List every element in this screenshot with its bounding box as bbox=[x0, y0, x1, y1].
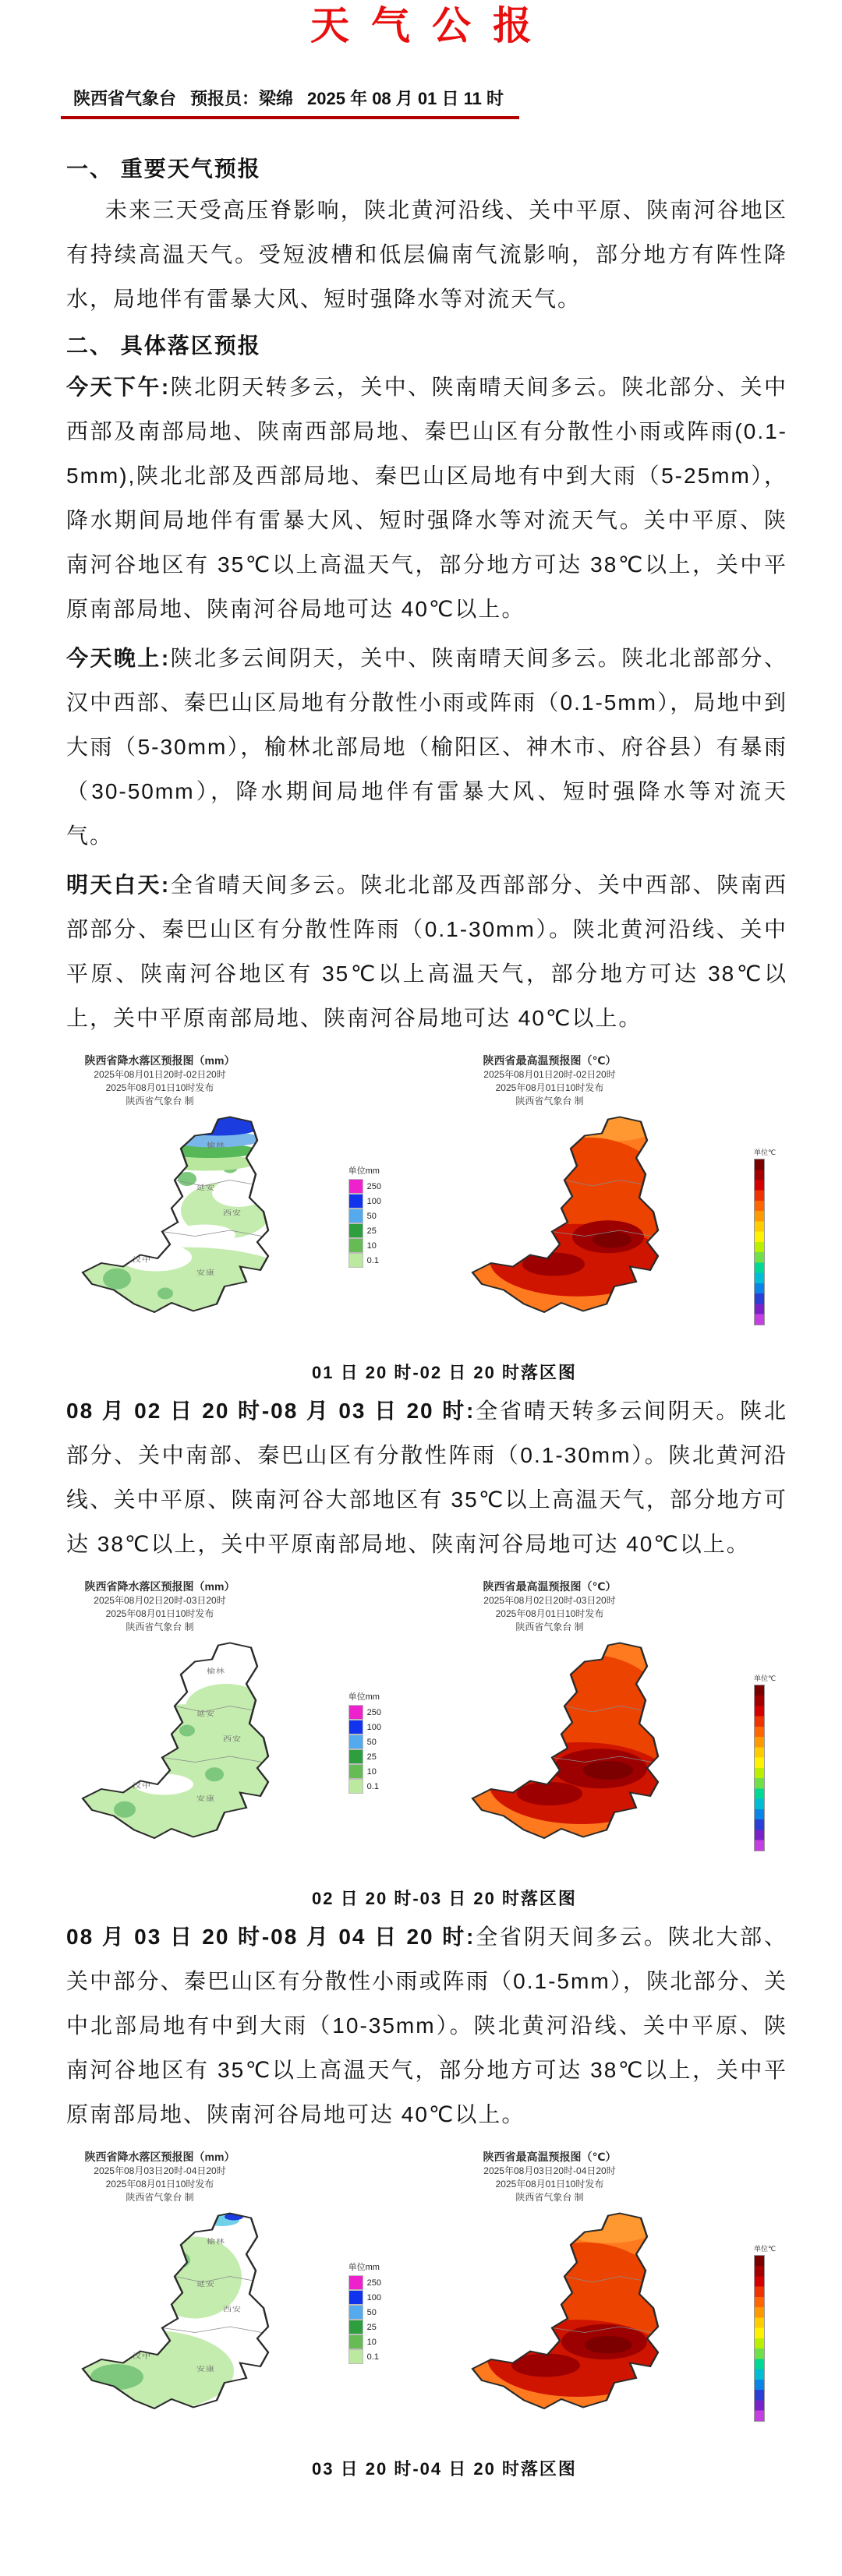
legend-row bbox=[348, 1705, 381, 1720]
legend-row bbox=[348, 2275, 381, 2290]
legend-swatch-10 bbox=[348, 1764, 363, 1779]
map-title: 陕西省降水落区预报图（mm） bbox=[84, 1054, 235, 1067]
dry-area bbox=[173, 1225, 235, 1246]
legend-value: 0.1 bbox=[366, 1781, 379, 1791]
temperature-map-row2 bbox=[460, 1637, 694, 1871]
temp-area-extreme bbox=[522, 1253, 585, 1276]
city-label: 西安 bbox=[223, 1209, 242, 1218]
legend-row bbox=[348, 1179, 381, 1194]
legend-value: 50 bbox=[366, 1211, 377, 1221]
temperature-map-row3 bbox=[460, 2207, 694, 2441]
forecaster-name: 预报员：梁绵 bbox=[190, 89, 294, 108]
legend-unit-label: 单位℃ bbox=[754, 1149, 777, 1156]
paragraph-lead: 08 月 02 日 20 时-08 月 03 日 20 时: bbox=[66, 1399, 476, 1423]
precipitation-map-row3 bbox=[70, 2207, 304, 2441]
map-issued: 2025年08月01日10时发布 bbox=[495, 1082, 604, 1093]
legend-row bbox=[348, 1194, 381, 1209]
legend-row bbox=[348, 1779, 381, 1794]
section2-title: 二、 具体落区预报 bbox=[66, 333, 261, 358]
map-title: 陕西省最高温预报图（℃） bbox=[483, 1054, 617, 1067]
legend-swatch-0.1 bbox=[348, 1253, 363, 1268]
legend-value: 100 bbox=[366, 1196, 381, 1206]
city-label: 西安 bbox=[223, 2306, 242, 2314]
paragraph-text: 全省阴天间多云。陕北大部、关中部分、秦巴山区有分散性小雨或阵雨（0.1-5mm），陕北部分、关中北部局地有中到大雨（10-35mm）。陕北黄河沿线、关中平原、陕南河谷地区有 35℃以上高温天气，部分地方可达 38℃以上，关中平原南部局地、陕南河谷局地可达 40℃以上。 bbox=[66, 1925, 787, 2126]
city-label: 西安 bbox=[223, 1735, 242, 1744]
map-period: 2025年08月03日20时-04日20时 bbox=[483, 2165, 616, 2176]
precipitation-map-row2 bbox=[70, 1637, 304, 1871]
map-row-1 bbox=[0, 1053, 842, 1351]
map-issued: 2025年08月01日10时发布 bbox=[495, 1608, 604, 1619]
map-issued: 2025年08月01日10时发布 bbox=[105, 1082, 214, 1093]
temp-area-extreme bbox=[517, 1782, 582, 1805]
legend-swatch-250 bbox=[348, 2275, 363, 2290]
temp-colorbar bbox=[754, 2255, 765, 2422]
paragraph-day2 bbox=[66, 1389, 787, 1566]
legend-row bbox=[348, 1734, 381, 1749]
rain-area-moderate bbox=[157, 1288, 173, 1300]
legend-value: 25 bbox=[366, 2322, 377, 2332]
rain-area-moderate bbox=[179, 1725, 195, 1737]
legend-row bbox=[348, 2290, 381, 2305]
precip-map-cell-row1 bbox=[43, 1053, 402, 1351]
rain-area-moderate bbox=[205, 1767, 224, 1781]
precipitation-map-row1 bbox=[70, 1111, 304, 1345]
map-row-2 bbox=[0, 1579, 842, 1877]
city-label: 榆林 bbox=[207, 1667, 226, 1676]
legend-swatch-10 bbox=[348, 2334, 363, 2349]
map-canvas bbox=[43, 1110, 402, 1351]
map-title: 陕西省降水落区预报图（mm） bbox=[84, 2151, 235, 2163]
map-header bbox=[43, 2149, 277, 2204]
legend-swatch-250 bbox=[348, 1705, 363, 1720]
map-maker: 陕西省气象台 制 bbox=[126, 1621, 194, 1632]
map-canvas bbox=[433, 2206, 791, 2447]
legend-row bbox=[348, 1720, 381, 1734]
paragraph-text: 全省晴天间多云。陕北北部及西部部分、关中西部、陕南西部部分、秦巴山区有分散性阵雨（0.1-30mm）。陕北黄河沿线、关中平原、陕南河谷地区有 35℃以上高温天气，部分地方可达 38℃以上，关中平原南部局地、陕南河谷局地可达 40℃以上。 bbox=[66, 873, 787, 1030]
paragraph-lead: 今天晚上: bbox=[66, 646, 171, 670]
temp-area-core bbox=[585, 2336, 632, 2354]
legend-row bbox=[348, 1238, 381, 1253]
map-header bbox=[433, 2149, 667, 2204]
map-caption-row3: 03 日 20 时-04 日 20 时落区图 bbox=[312, 2459, 577, 2479]
city-label: 延安 bbox=[196, 1710, 216, 1718]
legend-unit-label: 单位mm bbox=[348, 2263, 380, 2272]
map-maker: 陕西省气象台 制 bbox=[515, 1621, 584, 1632]
city-label: 安康 bbox=[196, 1269, 216, 1277]
legend-value: 100 bbox=[366, 1722, 381, 1732]
legend-swatch-25 bbox=[348, 1223, 363, 1238]
map-maker: 陕西省气象台 制 bbox=[126, 2192, 194, 2203]
precip-map-cell-row3 bbox=[43, 2149, 402, 2447]
legend-swatch-100 bbox=[348, 1720, 363, 1734]
temp-colorbar bbox=[754, 1159, 765, 1325]
paragraph-text: 全省晴天转多云间阴天。陕北部分、关中南部、秦巴山区有分散性阵雨（0.1-30mm）。陕北黄河沿线、关中平原、陕南河谷大部地区有 35℃以上高温天气，部分地方可达 38℃以上，关中平原南部局地、陕南河谷局地可达 40℃以上。 bbox=[66, 1399, 787, 1556]
document-subheader bbox=[61, 89, 519, 119]
legend-row bbox=[348, 1223, 381, 1238]
paragraph-text: 陕北阴天转多云，关中、陕南晴天间多云。陕北部分、关中西部及南部局地、陕南西部局地、秦巴山区有分散性小雨或阵雨(0.1-5mm),陕北北部及西部局地、秦巴山区局地有中到大雨（5-25mm），降水期间局地伴有雷暴大风、短时强降水等对流天气。关中平原、陕南河谷地区有 35℃以上高温天气，部分地方可达 38℃以上，关中平原南部局地、陕南河谷局地可达 40℃以上。 bbox=[66, 375, 787, 621]
map-header bbox=[433, 1579, 667, 1634]
legend-row bbox=[348, 2334, 381, 2349]
legend-value: 100 bbox=[366, 2292, 381, 2303]
paragraph-lead: 明天白天: bbox=[66, 873, 171, 897]
legend-unit-label: 单位mm bbox=[348, 1692, 380, 1702]
map-title: 陕西省最高温预报图（℃） bbox=[483, 2151, 617, 2163]
city-label: 延安 bbox=[196, 2281, 216, 2288]
page-title: 天气公报 bbox=[310, 4, 554, 48]
legend-value: 10 bbox=[366, 1766, 377, 1777]
legend-swatch-0.1 bbox=[348, 2349, 363, 2364]
city-label: 安康 bbox=[196, 1795, 216, 1803]
legend-swatch-100 bbox=[348, 1194, 363, 1209]
legend-swatch-0.1 bbox=[348, 1779, 363, 1794]
legend-unit-label: 单位mm bbox=[348, 1166, 380, 1176]
legend-swatch-25 bbox=[348, 2320, 363, 2334]
legend-swatch-25 bbox=[348, 1749, 363, 1764]
legend-swatch-50 bbox=[348, 1209, 363, 1223]
precip-legend bbox=[348, 2260, 381, 2364]
legend-value: 250 bbox=[366, 2278, 381, 2288]
paragraph-text: 陕北多云间阴天，关中、陕南晴天间多云。陕北北部部分、汉中西部、秦巴山区局地有分散性小雨或阵雨（0.1-5mm），局地中到大雨（5-30mm），榆林北部局地（榆阳区、神木市、府谷县）有暴雨（30-50mm），降水期间局地伴有雷暴大风、短时强降水等对流天气。 bbox=[66, 646, 787, 848]
legend-unit-label: 单位℃ bbox=[754, 1674, 777, 1682]
city-label: 汉中 bbox=[133, 2352, 152, 2361]
map-title: 陕西省降水落区预报图（mm） bbox=[84, 1580, 235, 1593]
legend-value: 50 bbox=[366, 2307, 377, 2317]
section1-paragraph: 未来三天受高压脊影响，陕北黄河沿线、关中平原、陕南河谷地区有持续高温天气。受短波槽和低层偏南气流影响，部分地方有阵性降水，局地伴有雷暴大风、短时强降水等对流天气。 bbox=[66, 198, 787, 311]
map-issued: 2025年08月01日10时发布 bbox=[105, 2179, 214, 2190]
legend-row bbox=[348, 1209, 381, 1223]
map-period: 2025年08月03日20时-04日20时 bbox=[94, 2165, 226, 2176]
temp-colorbar bbox=[754, 1685, 765, 1851]
legend-swatch-50 bbox=[348, 1734, 363, 1749]
precip-legend bbox=[348, 1164, 381, 1268]
legend-unit-label: 单位℃ bbox=[754, 2245, 777, 2253]
legend-value: 0.1 bbox=[366, 2352, 379, 2362]
map-title: 陕西省最高温预报图（℃） bbox=[483, 1580, 617, 1593]
rain-area-moderate bbox=[114, 1801, 136, 1818]
legend-value: 25 bbox=[366, 1226, 377, 1236]
legend-row bbox=[348, 2320, 381, 2334]
temp-map-cell-row2 bbox=[433, 1579, 791, 1877]
legend-row bbox=[348, 1749, 381, 1764]
map-header bbox=[43, 1053, 277, 1108]
temp-legend bbox=[754, 2243, 785, 2422]
paragraph-today-afternoon bbox=[66, 365, 787, 631]
weather-bulletin-document bbox=[0, 3, 842, 2576]
map-canvas bbox=[43, 2206, 402, 2447]
map-issued: 2025年08月01日10时发布 bbox=[105, 1608, 214, 1619]
legend-swatch-50 bbox=[348, 2305, 363, 2320]
map-header bbox=[433, 1053, 667, 1108]
city-label: 榆林 bbox=[207, 2238, 226, 2246]
temperature-map-row1 bbox=[460, 1111, 694, 1345]
map-canvas bbox=[433, 1110, 791, 1351]
legend-row bbox=[348, 1253, 381, 1268]
map-maker: 陕西省气象台 制 bbox=[515, 2192, 584, 2203]
temp-legend bbox=[754, 1673, 785, 1851]
temp-legend bbox=[754, 1147, 785, 1325]
temp-map-cell-row3 bbox=[433, 2149, 791, 2447]
legend-value: 250 bbox=[366, 1181, 381, 1191]
paragraph-day3 bbox=[66, 1914, 787, 2137]
legend-value: 50 bbox=[366, 1737, 377, 1747]
legend-row bbox=[348, 1764, 381, 1779]
map-canvas bbox=[433, 1636, 791, 1877]
city-label: 汉中 bbox=[133, 1256, 152, 1265]
legend-value: 10 bbox=[366, 1240, 377, 1251]
paragraph-lead: 08 月 03 日 20 时-08 月 04 日 20 时: bbox=[66, 1925, 476, 1949]
city-label: 延安 bbox=[196, 1184, 216, 1192]
legend-value: 25 bbox=[366, 1752, 377, 1762]
dry-area bbox=[120, 1244, 192, 1272]
legend-value: 0.1 bbox=[366, 1255, 379, 1265]
map-maker: 陕西省气象台 制 bbox=[515, 1096, 584, 1106]
rain-area-moderate bbox=[90, 2364, 143, 2390]
legend-value: 250 bbox=[366, 1707, 381, 1717]
city-label: 安康 bbox=[196, 2366, 216, 2373]
legend-row bbox=[348, 2305, 381, 2320]
legend-row bbox=[348, 2349, 381, 2364]
legend-value: 10 bbox=[366, 2337, 377, 2347]
temp-area-core bbox=[583, 1761, 633, 1780]
map-header bbox=[43, 1579, 277, 1634]
map-canvas bbox=[43, 1636, 402, 1877]
map-period: 2025年08月02日20时-03日20时 bbox=[483, 1595, 616, 1606]
precip-map-cell-row2 bbox=[43, 1579, 402, 1877]
map-maker: 陕西省气象台 制 bbox=[126, 1096, 194, 1106]
issue-datetime: 2025 年 08 月 01 日 11 时 bbox=[307, 89, 504, 108]
map-caption-row1: 01 日 20 时-02 日 20 时落区图 bbox=[312, 1363, 577, 1382]
map-issued: 2025年08月01日10时发布 bbox=[495, 2179, 604, 2190]
temp-map-cell-row1 bbox=[433, 1053, 791, 1351]
legend-swatch-100 bbox=[348, 2290, 363, 2305]
city-label: 汉中 bbox=[133, 1782, 152, 1791]
legend-swatch-10 bbox=[348, 1238, 363, 1253]
map-caption-row2: 02 日 20 时-03 日 20 时落区图 bbox=[312, 1889, 577, 1908]
map-period: 2025年08月01日20时-02日20时 bbox=[483, 1069, 616, 1080]
paragraph-tonight bbox=[66, 636, 787, 858]
legend-swatch-250 bbox=[348, 1179, 363, 1194]
paragraph-lead: 今天下午: bbox=[66, 375, 171, 399]
rain-area-moderate bbox=[103, 1269, 131, 1290]
paragraph-tomorrow-day bbox=[66, 863, 787, 1040]
section1-title: 一、 重要天气预报 bbox=[66, 157, 261, 181]
map-row-3 bbox=[0, 2149, 842, 2447]
city-label: 榆林 bbox=[207, 1142, 226, 1150]
dry-area bbox=[212, 1179, 265, 1207]
map-period: 2025年08月01日20时-02日20时 bbox=[94, 1069, 226, 1080]
precip-legend bbox=[348, 1690, 381, 1794]
map-period: 2025年08月02日20时-03日20时 bbox=[94, 1595, 226, 1606]
issuing-agency: 陕西省气象台 bbox=[73, 89, 177, 108]
